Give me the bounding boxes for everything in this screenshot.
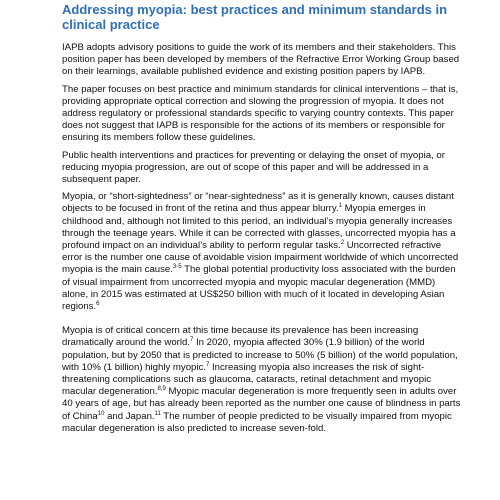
citation-superscript: 10 bbox=[97, 410, 105, 417]
paragraph-text: Myopic macular degeneration is more frequently seen in adults over 40 years of age, but has already been reported as the number one cause of blindness in parts of China bbox=[62, 386, 461, 422]
paragraph-text: In 2020, myopia affected 30% (1.9 billion) of the world population, but by 2050 that is predicted to increase to 50% (5 billion) of the world population, with 10% (1 billion) highly myopic. bbox=[62, 337, 458, 373]
paragraph-myopia-definition bbox=[62, 191, 462, 313]
paragraph-text: Myopia, or “short-sightedness” or “near-sightedness” as it is generally known, causes distant objects to be focused in front of the retina and thus appear blurry. bbox=[62, 191, 454, 215]
paragraph-text: The global potential productivity loss associated with the burden of visual impairment from uncorrected myopia and myopic macular degeneration (MMD) alone, in 2015 was estimated at US$250 billion with much of it located in developing Asian regions. bbox=[62, 264, 456, 313]
paragraph-out-of-scope bbox=[62, 150, 462, 187]
citation-superscript: 7 bbox=[205, 361, 210, 368]
paragraph-text: IAPB adopts advisory positions to guide the work of its members and their stakeholders. This position paper has been developed by members of the Refractive Error Working Group based on their learnings, available published evidence and existing position papers by IAPB. bbox=[62, 42, 460, 78]
paragraph-text: The paper focuses on best practice and minimum standards for clinical interventions – that is, providing appropriate optical correction and slowing the progression of myopia. It does not address regulatory or professional standards specific to varying country contexts. This paper does not suggest that IAPB is responsible for the actions of its members or responsible for ensuring its members follow these guidelines. bbox=[62, 83, 459, 144]
citation-superscript: 7 bbox=[189, 337, 194, 344]
paragraph-text: Myopia emerges in childhood and, although not limited to this period, an individual’s myopia generally increases through the teenage years. While it can be corrected with glasses, uncorrected myopia has a profound impact on an individual’s ability to perform regular tasks. bbox=[62, 203, 456, 252]
citation-superscript: 1 bbox=[338, 203, 342, 210]
citation-superscript: 8,9 bbox=[157, 386, 166, 393]
document-body bbox=[62, 42, 462, 440]
paragraph-scope bbox=[62, 84, 462, 145]
document-title: Addressing myopia: best practices and minimum standards in clinical practice bbox=[62, 2, 448, 32]
paragraph-text: Myopia is of critical concern at this time because its prevalence has been increasing dramatically around the world. bbox=[62, 325, 419, 349]
paragraph-intro bbox=[62, 42, 462, 79]
paragraph-text: Uncorrected refractive error is the number one cause of avoidable vision impairment worldwide of which uncorrected myopia is the main cause. bbox=[62, 240, 459, 276]
paragraph-text: Increasing myopia also increases the risk of sight-threatening complications such as glaucoma, cataracts, retinal detachment and myopic macular degeneration. bbox=[62, 361, 432, 398]
paragraph-text: The number of people predicted to be visually impaired from myopic macular degeneration is also predicted to increase seven-fold. bbox=[62, 410, 452, 434]
citation-superscript: 6 bbox=[96, 301, 100, 308]
paragraph-text: Public health interventions and practices for preventing or delaying the onset of myopia, or reducing myopia progression, are out of scope of this paper and will be addressed in a subsequent paper. bbox=[62, 149, 445, 186]
citation-superscript: 3-5 bbox=[172, 264, 182, 271]
citation-superscript: 11 bbox=[154, 410, 161, 417]
paragraph-text: and Japan. bbox=[104, 410, 155, 422]
paragraph-prevalence bbox=[62, 325, 462, 435]
citation-superscript: 2 bbox=[340, 240, 345, 247]
